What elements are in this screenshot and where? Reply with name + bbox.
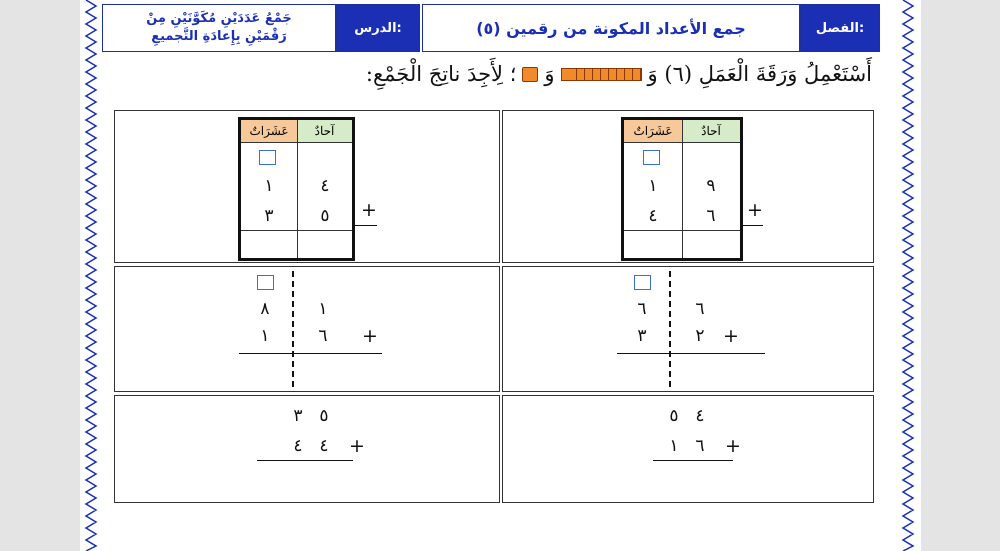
left-gutter <box>0 0 80 551</box>
chapter-title: (٥) جمع الأعداد المكونة من رقمين <box>422 4 800 52</box>
problem-1-cell <box>502 110 874 263</box>
left-zigzag-border <box>84 0 100 551</box>
sum-line <box>653 460 733 461</box>
tens-header: عَشَرَاتٌ <box>624 120 682 143</box>
ones-bottom: ٦ <box>706 206 716 226</box>
plus-sign: + <box>349 435 365 457</box>
column-divider <box>669 271 671 387</box>
lesson-title <box>102 4 336 52</box>
problem-6-cell <box>114 395 500 503</box>
lesson-title-line1: جَمْعُ عَدَدَيْنِ مُكَوَّنَيْنِ مِنْ <box>146 11 292 26</box>
regroup-box[interactable] <box>634 275 651 290</box>
ones-bottom: ٦ <box>695 436 705 456</box>
sum-line <box>257 460 353 461</box>
plus-sign: + <box>725 435 741 457</box>
place-value-table <box>621 117 743 261</box>
tens-bottom: ٣ <box>637 326 647 346</box>
ones-bottom: ٥ <box>320 206 330 226</box>
plus-sign: + <box>723 325 739 347</box>
ones-top: ١ <box>318 299 328 319</box>
tens-top: ٣ <box>293 406 303 426</box>
tens-top: ٨ <box>260 299 270 319</box>
instruction-text-2: وَ <box>544 62 555 86</box>
ones-bottom: ٢ <box>695 326 705 346</box>
regroup-box[interactable] <box>259 150 276 165</box>
chapter-label: الفصل: <box>800 4 880 52</box>
tens-top: ٥ <box>669 406 679 426</box>
ones-top: ٥ <box>319 406 329 426</box>
ones-top: ٦ <box>695 299 705 319</box>
right-gutter <box>921 0 1000 551</box>
problem-3-cell <box>502 266 874 392</box>
sum-line <box>741 225 763 226</box>
sum-line <box>617 353 765 354</box>
ones-top: ٤ <box>320 176 330 196</box>
answer-divider <box>241 230 352 231</box>
tens-bottom: ٤ <box>293 436 303 456</box>
answer-divider <box>624 230 740 231</box>
lesson-title-line2: رَقْمَيْنِ بِإِعادَةِ التَّجميعِ <box>151 29 287 44</box>
ones-top: ٤ <box>695 406 705 426</box>
regroup-box[interactable] <box>257 275 274 290</box>
ones-bottom: ٤ <box>319 436 329 456</box>
tens-bottom: ٤ <box>648 206 658 226</box>
unit-cube-icon <box>522 67 538 82</box>
place-value-table <box>238 117 355 261</box>
instruction-text-1: أَسْتَعْمِلُ وَرَقَةَ الْعَمَلِ (٦) وَ <box>647 62 872 86</box>
worksheet-page <box>80 0 921 551</box>
problem-4-cell <box>114 266 500 392</box>
ones-bottom: ٦ <box>318 326 328 346</box>
tens-top: ١ <box>648 176 658 196</box>
tens-top: ١ <box>264 176 274 196</box>
tens-top: ٦ <box>637 299 647 319</box>
ones-header: آحادٌ <box>297 120 352 143</box>
plus-sign: + <box>361 199 377 221</box>
regroup-box[interactable] <box>643 150 660 165</box>
tens-bottom: ١ <box>260 326 270 346</box>
column-divider <box>297 120 298 258</box>
column-divider <box>682 120 683 258</box>
sum-line <box>239 353 382 354</box>
ten-rod-icon <box>561 68 642 81</box>
ones-top: ٩ <box>706 176 716 196</box>
lesson-label: الدرس: <box>336 4 420 52</box>
tens-bottom: ٣ <box>264 206 274 226</box>
problem-5-cell <box>502 395 874 503</box>
column-divider <box>292 271 294 387</box>
instruction-line <box>366 62 872 86</box>
plus-sign: + <box>362 325 378 347</box>
right-zigzag-border <box>901 0 917 551</box>
tens-bottom: ١ <box>669 436 679 456</box>
tens-header: عَشَرَاتٌ <box>241 120 297 143</box>
problem-2-cell <box>114 110 500 263</box>
plus-sign: + <box>747 199 763 221</box>
sum-line <box>355 225 377 226</box>
ones-header: آحادٌ <box>682 120 740 143</box>
instruction-text-3: ؛ لِأَجِدَ ناتِجَ الْجَمْعِ: <box>365 62 517 86</box>
